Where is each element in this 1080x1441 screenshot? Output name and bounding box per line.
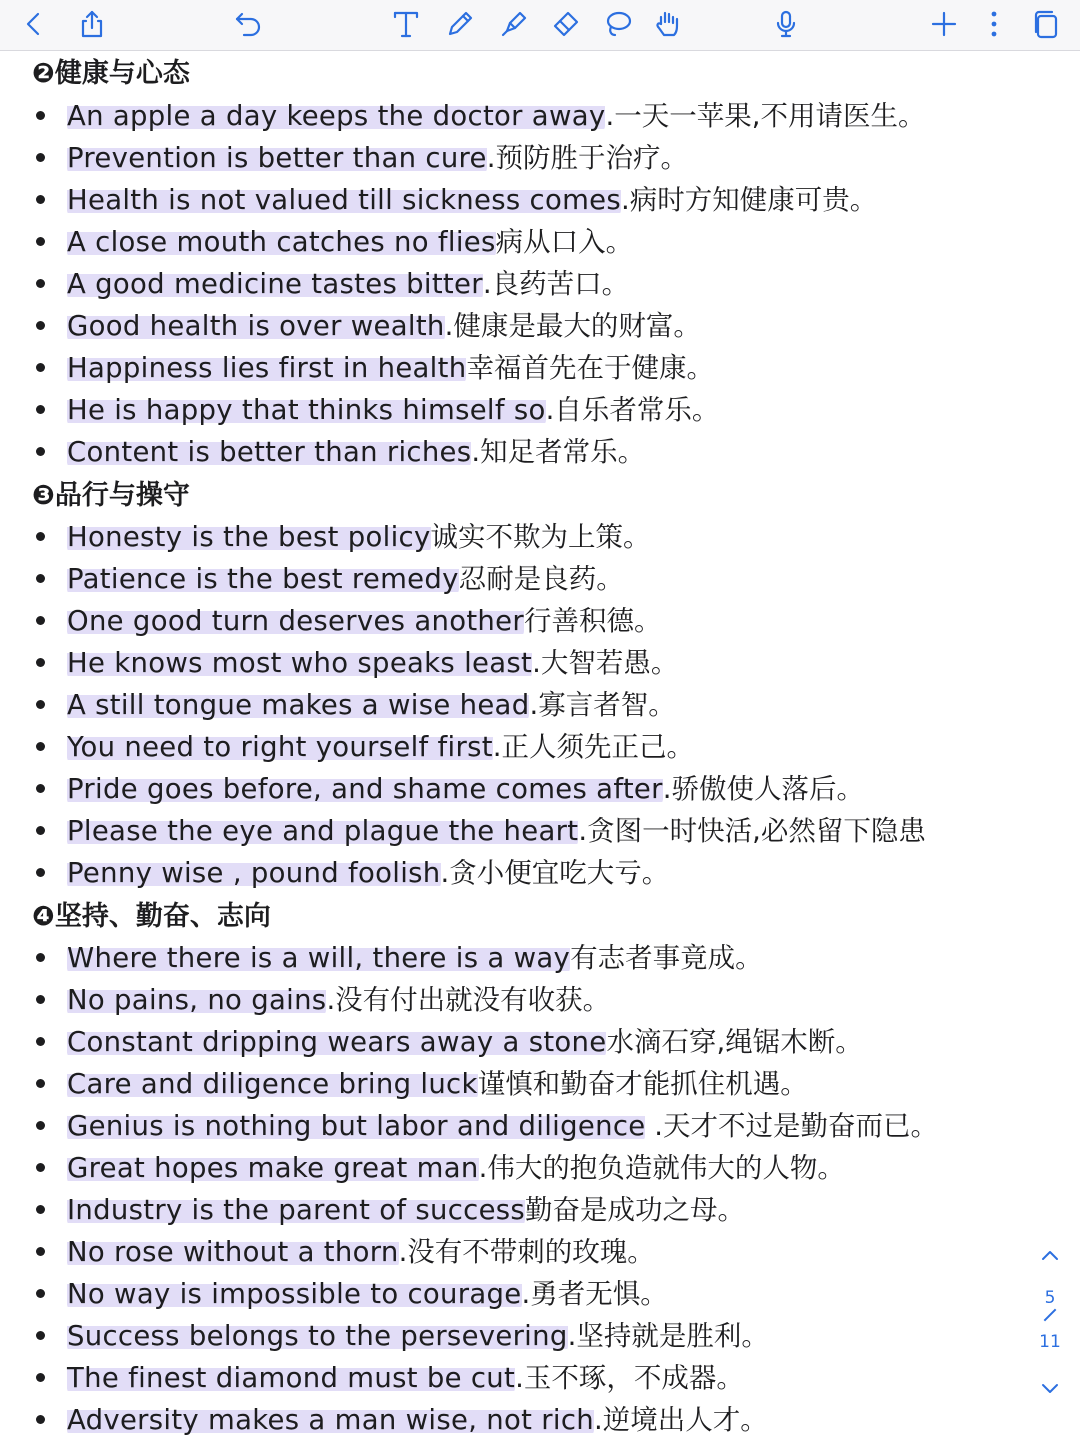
english-phrase: A still tongue makes a wise head <box>67 689 530 721</box>
chinese-translation: .寡言者智。 <box>529 689 676 721</box>
chinese-translation: .正人须先正己。 <box>492 731 695 763</box>
english-phrase: Good health is over wealth <box>67 310 445 342</box>
english-phrase: Where there is a will, there is a way <box>67 942 571 974</box>
chevron-down-icon <box>1038 1376 1062 1400</box>
english-phrase: The finest diamond must be cut <box>67 1362 516 1394</box>
bullet <box>36 658 45 667</box>
english-phrase: Honesty is the best policy <box>67 521 431 553</box>
chinese-translation: .预防胜于治疗。 <box>486 142 689 174</box>
list-item <box>32 1021 863 1063</box>
bullet <box>36 111 45 120</box>
list-item <box>32 1147 845 1189</box>
chinese-translation: 病从口入。 <box>495 226 634 258</box>
english-phrase: Genius is nothing but labor and diligence <box>67 1110 646 1142</box>
english-phrase: Patience is the best remedy <box>67 563 459 595</box>
list-item <box>32 684 676 726</box>
english-phrase: Success belongs to the persevering <box>67 1320 568 1352</box>
english-phrase: Constant dripping wears away a stone <box>67 1026 607 1058</box>
bullet <box>36 574 45 583</box>
bullet <box>36 742 45 751</box>
chinese-translation: .坚持就是胜利。 <box>567 1320 769 1352</box>
list-item <box>32 852 669 894</box>
chinese-translation: 忍耐是良药。 <box>458 563 624 595</box>
chinese-translation: .天才不过是勤奋而已。 <box>645 1110 938 1142</box>
english-phrase: Penny wise , pound foolish <box>67 857 441 889</box>
english-phrase: An apple a day keeps the doctor away <box>67 100 606 132</box>
chinese-translation: .一天一苹果,不用请医生。 <box>605 100 926 132</box>
top-toolbar <box>0 0 1080 51</box>
english-phrase: No way is impossible to courage <box>67 1278 522 1310</box>
bullet <box>36 237 45 246</box>
english-phrase: Content is better than riches <box>67 436 472 468</box>
share-icon[interactable] <box>72 4 112 44</box>
chinese-translation: 幸福首先在于健康。 <box>466 352 714 384</box>
list-item <box>32 1231 655 1273</box>
more-icon[interactable] <box>974 4 1014 44</box>
chinese-translation: .勇者无惧。 <box>521 1278 668 1310</box>
bullet <box>36 700 45 709</box>
page-divider <box>1044 1309 1057 1322</box>
section-heading: ❸品行与操守 <box>32 480 190 511</box>
bullet <box>36 826 45 835</box>
english-phrase: One good turn deserves another <box>67 605 524 637</box>
chinese-translation: .知足者常乐。 <box>471 436 646 468</box>
chinese-translation: .大智若愚。 <box>532 647 679 679</box>
chinese-translation: .自乐者常乐。 <box>545 394 720 426</box>
chevron-up-icon <box>1038 1244 1062 1268</box>
list-item <box>32 979 610 1021</box>
list-item <box>32 516 651 558</box>
english-phrase: Great hopes make great man <box>67 1152 479 1184</box>
chinese-translation: .贪小便宜吃大亏。 <box>440 857 670 889</box>
english-phrase: Care and diligence bring luck <box>67 1068 478 1100</box>
chinese-translation: 行善积德。 <box>523 605 662 637</box>
english-phrase: He knows most who speaks least <box>67 647 533 679</box>
bullet <box>36 279 45 288</box>
pen-icon[interactable] <box>440 4 480 44</box>
chinese-translation: .玉不琢，不成器。 <box>515 1362 744 1394</box>
bullet <box>36 995 45 1004</box>
bullet <box>36 1163 45 1172</box>
bullet <box>36 447 45 456</box>
undo-icon[interactable] <box>228 4 268 44</box>
bullet <box>36 1079 45 1088</box>
english-phrase: He is happy that thinks himself so <box>67 394 546 426</box>
list-item <box>32 137 688 179</box>
bullet <box>36 1331 45 1340</box>
chinese-translation: .良药苦口。 <box>482 268 630 300</box>
chinese-translation: .贪图一时快活,必然留下隐患 <box>578 815 926 847</box>
list-item <box>32 1189 745 1231</box>
english-phrase: Adversity makes a man wise, not rich <box>67 1404 594 1436</box>
bullet <box>36 953 45 962</box>
add-icon[interactable] <box>924 4 964 44</box>
list-item <box>32 937 763 979</box>
list-item <box>32 1399 768 1441</box>
text-tool-icon[interactable] <box>386 4 426 44</box>
pages-icon[interactable] <box>1026 4 1066 44</box>
bullet <box>36 1247 45 1256</box>
bullet <box>36 195 45 204</box>
bullet <box>36 1289 45 1298</box>
chinese-translation: .骄傲使人落后。 <box>662 773 864 805</box>
list-item <box>32 431 645 473</box>
list-item <box>32 726 694 768</box>
list-item <box>32 1063 808 1105</box>
bullet <box>36 321 45 330</box>
list-item <box>32 642 678 684</box>
bullet <box>36 868 45 877</box>
list-item <box>32 263 629 305</box>
list-item <box>32 1315 769 1357</box>
bullet <box>36 1373 45 1382</box>
list-item <box>32 389 719 431</box>
page-navigator <box>1020 1230 1080 1410</box>
list-item <box>32 347 714 389</box>
chinese-translation: .伟大的抱负造就伟大的人物。 <box>478 1152 845 1184</box>
bullet <box>36 1415 45 1424</box>
lasso-icon[interactable] <box>598 4 638 44</box>
bullet <box>36 616 45 625</box>
list-item <box>32 305 701 347</box>
english-phrase: Happiness lies first in health <box>67 352 467 384</box>
page-up-button[interactable] <box>1038 1244 1062 1268</box>
english-phrase: No rose without a thorn <box>67 1236 399 1268</box>
chinese-translation: .没有不带刺的玫瑰。 <box>398 1236 655 1268</box>
english-phrase: Prevention is better than cure <box>67 142 487 174</box>
list-item <box>32 221 633 263</box>
english-phrase: Health is not valued till sickness comes <box>67 184 622 216</box>
chinese-translation: 有志者事竟成。 <box>570 942 763 974</box>
english-phrase: A close mouth catches no flies <box>67 226 496 258</box>
list-item <box>32 558 624 600</box>
english-phrase: Please the eye and plague the heart <box>67 815 579 847</box>
total-pages: 11 <box>1039 1332 1061 1352</box>
list-item <box>32 1273 668 1315</box>
chinese-translation: 诚实不欺为上策。 <box>430 521 651 553</box>
hand-tool-icon[interactable] <box>648 4 688 44</box>
eraser-icon[interactable] <box>546 4 586 44</box>
english-phrase: No pains, no gains <box>67 984 327 1016</box>
chinese-translation: .病时方知健康可贵。 <box>621 184 878 216</box>
chinese-translation: 水滴石穿,绳锯木断。 <box>606 1026 863 1058</box>
english-phrase: Industry is the parent of success <box>67 1194 526 1226</box>
chinese-translation: .没有付出就没有收获。 <box>326 984 611 1016</box>
english-phrase: Pride goes before, and shame comes after <box>67 773 663 805</box>
bullet <box>36 363 45 372</box>
bullet <box>36 153 45 162</box>
back-icon[interactable] <box>14 4 54 44</box>
list-item <box>32 1105 938 1147</box>
english-phrase: You need to right yourself first <box>67 731 493 763</box>
chinese-translation: .健康是最大的财富。 <box>444 310 701 342</box>
chinese-translation: 勤奋是成功之母。 <box>525 1194 746 1226</box>
bullet <box>36 784 45 793</box>
section-heading: ❷健康与心态 <box>32 58 190 89</box>
list-item <box>32 768 864 810</box>
list-item <box>32 95 925 137</box>
bullet <box>36 1121 45 1130</box>
chinese-translation: .逆境出人才。 <box>593 1404 768 1436</box>
current-page: 5 <box>1044 1288 1056 1308</box>
section-heading: ❹坚持、勤奋、志向 <box>32 901 271 932</box>
microphone-icon[interactable] <box>766 4 806 44</box>
page-down-button[interactable] <box>1038 1376 1062 1400</box>
bullet <box>36 1037 45 1046</box>
bullet <box>36 1205 45 1214</box>
bullet <box>36 532 45 541</box>
list-item <box>32 810 926 852</box>
list-item <box>32 600 661 642</box>
list-item <box>32 179 877 221</box>
list-item <box>32 1357 744 1399</box>
bullet <box>36 405 45 414</box>
chinese-translation: 谨慎和勤奋才能抓住机遇。 <box>477 1068 808 1100</box>
english-phrase: A good medicine tastes bitter <box>67 268 483 300</box>
highlighter-icon[interactable] <box>494 4 534 44</box>
